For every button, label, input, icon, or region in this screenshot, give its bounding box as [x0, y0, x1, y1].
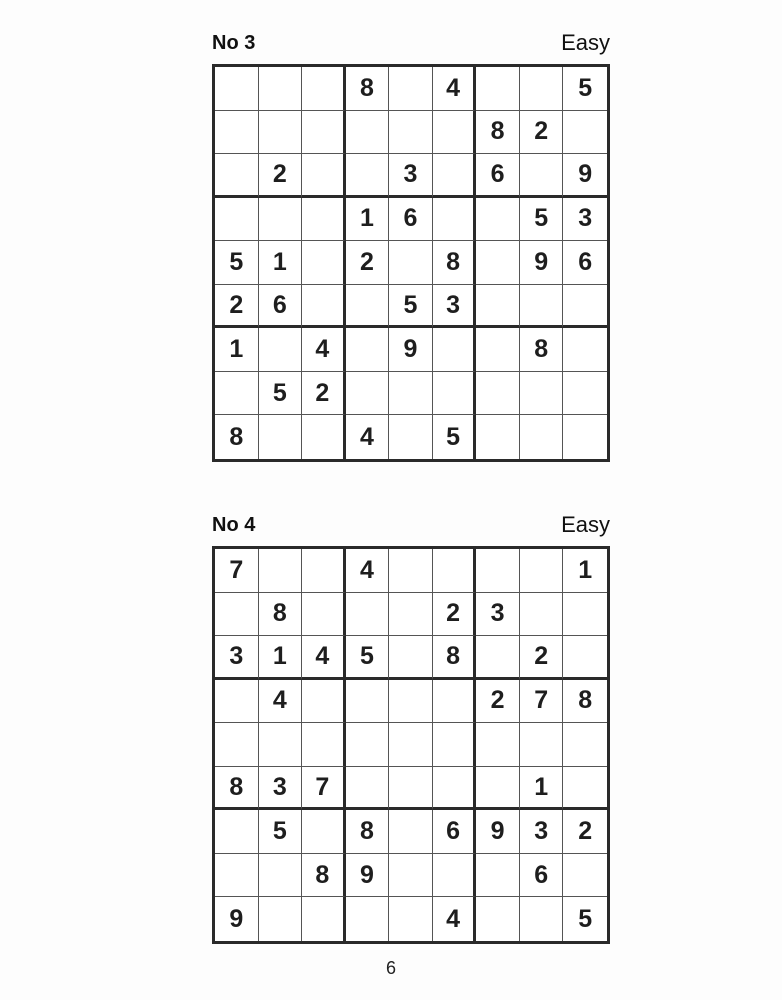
sudoku-cell[interactable]: 4 — [433, 67, 477, 111]
sudoku-cell[interactable] — [215, 810, 259, 854]
sudoku-cell[interactable] — [389, 680, 433, 724]
sudoku-cell[interactable] — [476, 767, 520, 811]
sudoku-cell[interactable] — [476, 636, 520, 680]
sudoku-cell[interactable] — [259, 723, 303, 767]
sudoku-cell[interactable] — [563, 111, 607, 155]
sudoku-cell[interactable]: 2 — [346, 241, 390, 285]
sudoku-cell[interactable] — [215, 723, 259, 767]
sudoku-cell[interactable]: 8 — [346, 810, 390, 854]
sudoku-cell[interactable]: 2 — [215, 285, 259, 329]
sudoku-cell[interactable]: 1 — [215, 328, 259, 372]
puzzle-header — [212, 28, 610, 64]
sudoku-cell[interactable] — [346, 285, 390, 329]
sudoku-cell[interactable] — [259, 67, 303, 111]
sudoku-cell[interactable] — [302, 415, 346, 459]
puzzle-number: No 4 — [212, 514, 256, 536]
sudoku-cell[interactable]: 8 — [215, 415, 259, 459]
sudoku-cell[interactable] — [302, 897, 346, 941]
sudoku-cell[interactable] — [433, 723, 477, 767]
sudoku-cell[interactable] — [520, 415, 564, 459]
sudoku-cell[interactable]: 3 — [389, 154, 433, 198]
sudoku-cell[interactable] — [476, 549, 520, 593]
sudoku-cell[interactable] — [520, 897, 564, 941]
sudoku-cell[interactable] — [302, 67, 346, 111]
sudoku-cell[interactable] — [520, 593, 564, 637]
sudoku-cell[interactable] — [302, 241, 346, 285]
sudoku-cell[interactable] — [302, 810, 346, 854]
sudoku-cell[interactable] — [346, 154, 390, 198]
sudoku-cell[interactable] — [476, 328, 520, 372]
sudoku-cell[interactable] — [476, 241, 520, 285]
sudoku-cell[interactable] — [433, 549, 477, 593]
sudoku-cell[interactable] — [215, 67, 259, 111]
sudoku-cell[interactable]: 4 — [302, 636, 346, 680]
sudoku-cell[interactable]: 4 — [259, 680, 303, 724]
sudoku-cell[interactable] — [563, 593, 607, 637]
sudoku-cell[interactable] — [433, 111, 477, 155]
sudoku-cell[interactable]: 7 — [520, 680, 564, 724]
sudoku-cell[interactable]: 2 — [520, 636, 564, 680]
sudoku-cell[interactable] — [346, 723, 390, 767]
sudoku-cell[interactable] — [520, 372, 564, 416]
sudoku-cell[interactable] — [259, 198, 303, 242]
sudoku-cell[interactable]: 5 — [520, 198, 564, 242]
sudoku-cell[interactable] — [302, 549, 346, 593]
sudoku-cell[interactable]: 7 — [215, 549, 259, 593]
sudoku-cell[interactable] — [259, 897, 303, 941]
puzzle-number: No 3 — [212, 32, 256, 54]
sudoku-cell[interactable]: 5 — [578, 904, 593, 933]
sudoku-cell[interactable] — [476, 372, 520, 416]
sudoku-cell[interactable]: 3 — [215, 636, 259, 680]
sudoku-cell[interactable]: 3 — [259, 767, 303, 811]
sudoku-cell[interactable]: 3 — [520, 810, 564, 854]
sudoku-cell[interactable]: 5 — [563, 67, 607, 111]
sudoku-cell[interactable]: 9 — [346, 854, 390, 898]
sudoku-cell[interactable] — [563, 285, 607, 329]
sudoku-cell[interactable]: 5 — [389, 285, 433, 329]
sudoku-cell[interactable] — [389, 67, 433, 111]
sudoku-cell[interactable]: 2 — [476, 680, 520, 724]
sudoku-cell[interactable] — [215, 680, 259, 724]
sudoku-cell[interactable] — [520, 154, 564, 198]
sudoku-cell[interactable] — [563, 723, 607, 767]
sudoku-cell[interactable]: 2 — [563, 810, 607, 854]
sudoku-grid — [212, 64, 610, 462]
sudoku-cell[interactable] — [215, 854, 259, 898]
sudoku-cell[interactable]: 2 — [302, 372, 346, 416]
sudoku-cell[interactable]: 8 — [433, 241, 477, 285]
sudoku-cell[interactable] — [389, 549, 433, 593]
sudoku-cell[interactable] — [476, 854, 520, 898]
sudoku-cell[interactable] — [563, 854, 607, 898]
sudoku-cell[interactable]: 9 — [215, 897, 259, 941]
sudoku-cell[interactable]: 7 — [302, 767, 346, 811]
sudoku-cell[interactable] — [215, 372, 259, 416]
sudoku-cell[interactable] — [433, 680, 477, 724]
sudoku-cell[interactable] — [389, 241, 433, 285]
sudoku-cell[interactable]: 1 — [346, 198, 390, 242]
sudoku-cell[interactable]: 9 — [476, 810, 520, 854]
sudoku-cell[interactable] — [346, 767, 390, 811]
sudoku-cell[interactable] — [433, 328, 477, 372]
sudoku-cell[interactable]: 4 — [433, 897, 477, 941]
sudoku-cell[interactable] — [520, 67, 564, 111]
sudoku-cell[interactable]: 6 — [259, 285, 303, 329]
sudoku-cell[interactable]: 1 — [259, 241, 303, 285]
sudoku-cell[interactable] — [520, 723, 564, 767]
sudoku-cell[interactable] — [433, 854, 477, 898]
sudoku-cell[interactable] — [302, 680, 346, 724]
sudoku-cell[interactable] — [346, 680, 390, 724]
sudoku-cell[interactable]: 3 — [433, 285, 477, 329]
sudoku-cell[interactable]: 6 — [389, 198, 433, 242]
sudoku-cell[interactable] — [563, 415, 607, 459]
sudoku-cell[interactable] — [476, 285, 520, 329]
sudoku-cell[interactable] — [346, 111, 390, 155]
sudoku-cell[interactable] — [389, 897, 433, 941]
sudoku-puzzle — [212, 28, 610, 462]
sudoku-cell[interactable]: 2 — [520, 111, 564, 155]
sudoku-cell[interactable] — [259, 111, 303, 155]
sudoku-cell[interactable] — [389, 415, 433, 459]
sudoku-cell[interactable]: 1 — [259, 636, 303, 680]
sudoku-cell[interactable] — [346, 897, 390, 941]
sudoku-cell[interactable] — [433, 154, 477, 198]
sudoku-cell[interactable]: 8 — [433, 636, 477, 680]
sudoku-cell[interactable] — [520, 549, 564, 593]
page-number: 6 — [385, 958, 396, 978]
sudoku-cell[interactable] — [389, 810, 433, 854]
sudoku-cell[interactable]: 5 — [346, 636, 390, 680]
sudoku-cell[interactable]: 9 — [520, 241, 564, 285]
sudoku-cell[interactable]: 8 — [215, 767, 259, 811]
sudoku-cell[interactable] — [259, 854, 303, 898]
sudoku-cell[interactable]: 4 — [346, 415, 390, 459]
sudoku-cell[interactable]: 5 — [433, 415, 477, 459]
sudoku-cell[interactable] — [346, 328, 390, 372]
sudoku-cell[interactable] — [215, 198, 259, 242]
sudoku-cell[interactable]: 8 — [520, 328, 564, 372]
sudoku-cell[interactable] — [563, 636, 607, 680]
sudoku-cell[interactable]: 3 — [563, 198, 607, 242]
sudoku-cell[interactable]: 1 — [520, 767, 564, 811]
sudoku-cell[interactable] — [302, 198, 346, 242]
sudoku-cell[interactable]: 8 — [259, 593, 303, 637]
sudoku-cell[interactable] — [389, 372, 433, 416]
sudoku-cell[interactable] — [476, 415, 520, 459]
sudoku-cell[interactable] — [520, 285, 564, 329]
sudoku-cell[interactable] — [302, 285, 346, 329]
sudoku-cell[interactable]: 5 — [215, 241, 259, 285]
sudoku-cell[interactable] — [302, 723, 346, 767]
sudoku-cell[interactable] — [259, 415, 303, 459]
sudoku-cell[interactable] — [346, 593, 390, 637]
sudoku-cell[interactable] — [259, 549, 303, 593]
sudoku-cell[interactable] — [302, 111, 346, 155]
sudoku-cell[interactable]: 8 — [476, 111, 520, 155]
sudoku-cell[interactable]: 5 — [259, 810, 303, 854]
sudoku-cell[interactable]: 6 — [563, 241, 607, 285]
sudoku-grid — [212, 546, 610, 944]
sudoku-cell[interactable]: 2 — [259, 154, 303, 198]
sudoku-cell[interactable] — [563, 372, 607, 416]
sudoku-cell[interactable]: 8 — [302, 854, 346, 898]
sudoku-cell[interactable]: 8 — [563, 680, 607, 724]
sudoku-cell[interactable] — [563, 328, 607, 372]
sudoku-puzzle — [212, 510, 610, 944]
sudoku-cell[interactable]: 9 — [389, 328, 433, 372]
sudoku-cell[interactable]: 5 — [259, 372, 303, 416]
sudoku-cell[interactable] — [433, 767, 477, 811]
sudoku-cell[interactable]: 2 — [433, 593, 477, 637]
sudoku-cell[interactable] — [215, 111, 259, 155]
sudoku-cell[interactable] — [346, 372, 390, 416]
sudoku-cell[interactable] — [215, 154, 259, 198]
sudoku-cell[interactable]: 4 — [346, 549, 390, 593]
sudoku-cell[interactable] — [259, 328, 303, 372]
puzzle-difficulty: Easy — [561, 30, 610, 55]
sudoku-cell[interactable] — [389, 767, 433, 811]
sudoku-cell[interactable] — [476, 198, 520, 242]
sudoku-cell[interactable] — [476, 723, 520, 767]
sudoku-cell[interactable] — [389, 854, 433, 898]
sudoku-cell[interactable]: 6 — [520, 854, 564, 898]
sudoku-cell[interactable] — [389, 636, 433, 680]
sudoku-cell[interactable] — [389, 723, 433, 767]
sudoku-cell[interactable]: 4 — [302, 328, 346, 372]
sudoku-cell[interactable] — [433, 198, 477, 242]
sudoku-cell[interactable]: 1 — [563, 549, 607, 593]
sudoku-cell[interactable]: 9 — [563, 154, 607, 198]
sudoku-cell[interactable] — [476, 897, 520, 941]
puzzle-difficulty: Easy — [561, 512, 610, 537]
sudoku-cell[interactable] — [563, 767, 607, 811]
sudoku-cell[interactable]: 6 — [476, 154, 520, 198]
sudoku-cell[interactable]: 6 — [433, 810, 477, 854]
sudoku-cell[interactable] — [302, 593, 346, 637]
puzzle-header — [212, 510, 610, 546]
sudoku-cell[interactable]: 8 — [346, 67, 390, 111]
sudoku-cell[interactable] — [389, 593, 433, 637]
sudoku-cell[interactable] — [389, 111, 433, 155]
sudoku-cell[interactable] — [433, 372, 477, 416]
sudoku-cell[interactable] — [476, 67, 520, 111]
sudoku-cell[interactable]: 3 — [476, 593, 520, 637]
sudoku-cell[interactable] — [302, 154, 346, 198]
sudoku-cell[interactable] — [215, 593, 259, 637]
